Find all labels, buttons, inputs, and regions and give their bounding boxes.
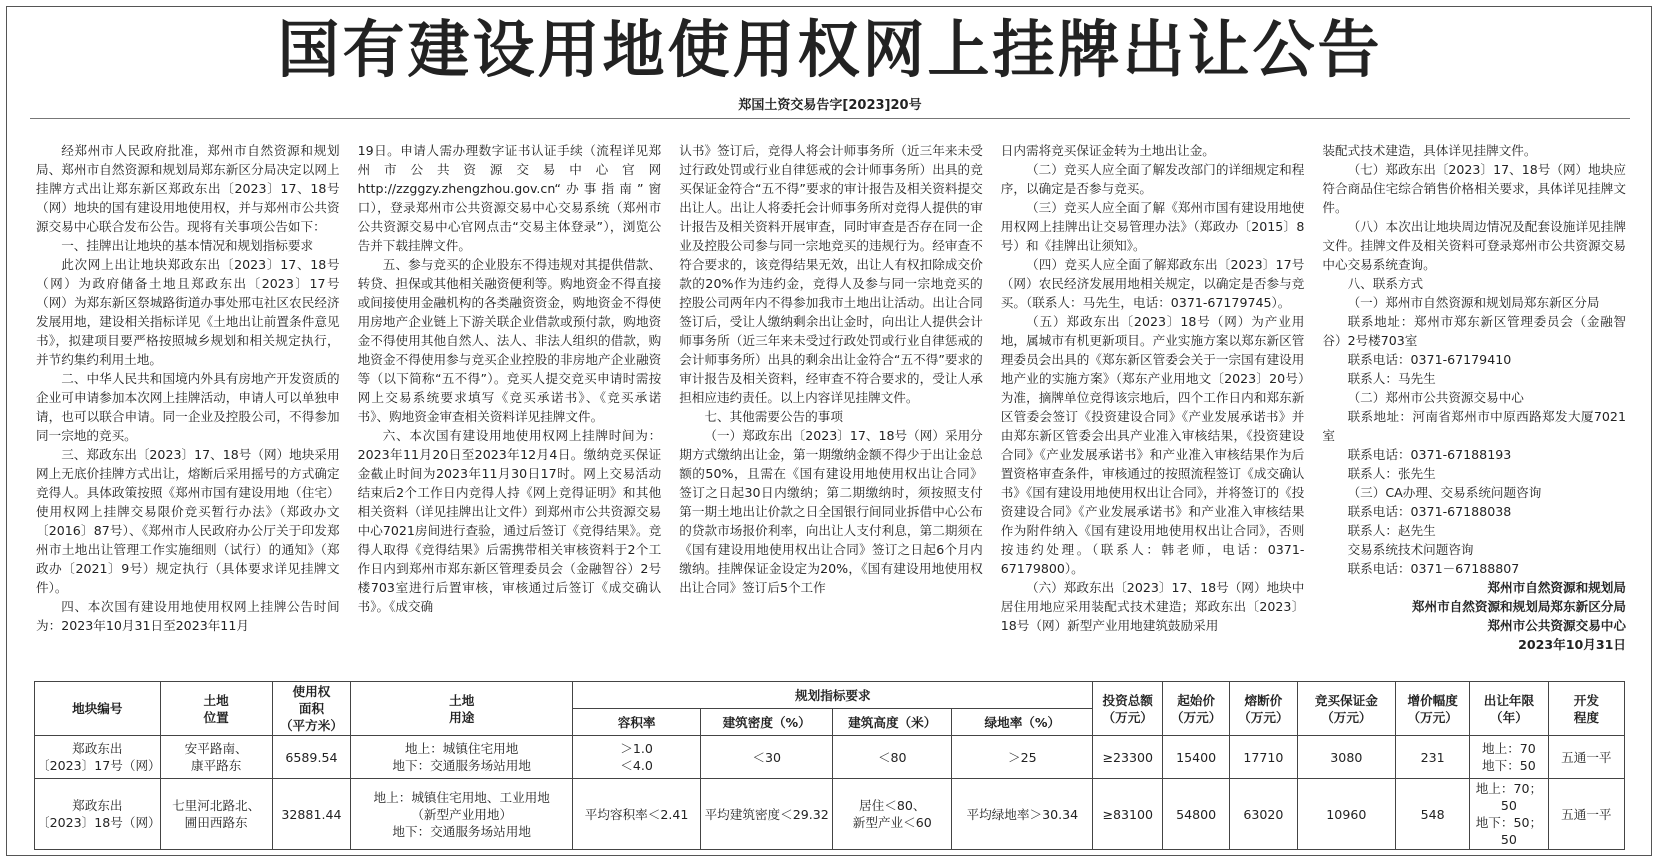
- cell-far: ＞1.0 ＜4.0: [573, 736, 701, 779]
- cell-land-use: 地上：城镇住宅用地、工业用地 （新型产业用地） 地下：交通服务场站用地: [351, 779, 573, 850]
- header-green: 绿地率（%）: [952, 709, 1093, 736]
- paragraph: （四）竞买人应全面了解郑政东出〔2023〕17号（网）农民经济发展用地相关规定，以确定是否参与竞买。（联系人：马先生，电话：0371-67179745）。: [1000, 257, 1305, 310]
- paragraph: （二）竞买人应全面了解发改部门的详细规定和程序，以确定是否参与竞买。: [1000, 162, 1305, 196]
- paragraph: 郑州市自然资源和规划局: [1487, 580, 1626, 595]
- text-column-4: [1001, 141, 1305, 671]
- header-fuse-price: 熔断价 （万元）: [1230, 682, 1297, 736]
- text-column-2: [358, 141, 662, 671]
- paragraph: 六、本次国有建设用地使用权网上挂牌时间为：2023年11月20日至2023年12月4日。缴纳竞买保证金截止时间为2023年11月30日17时。网上交易活动结束后2个工作日内竞得人持《网上竞得证明》和其他相关资料（详见挂牌出让文件）到郑州市公共资源交易中心7021房间进行查验，通过后签订《竞得结果》。竞得人取得《竞得结果》后需携带相关审核资料于2个工作日内到郑州市郑东新区管理委员会（金融智谷）2号楼703室进行后置审核，审核通过后签订《成交确认书》。《成交确: [357, 428, 662, 614]
- header-starting-price: 起始价 （万元）: [1162, 682, 1229, 736]
- header-increment: 增价幅度 （万元）: [1396, 682, 1470, 736]
- cell-development: 五通一平: [1548, 779, 1624, 850]
- cell-investment: ≥83100: [1093, 779, 1163, 850]
- paragraph: 联系人：马先生: [1347, 371, 1436, 386]
- header-term: 出让年限 （年）: [1470, 682, 1548, 736]
- paragraph: 19日。申请人需办理数字证书认证手续（流程详见郑州市公共资源交易中心官网http://zzggzy.zhengzhou.gov.cn“办事指南”窗口），登录郑州市公共资源交易中心交易系统（郑州市公共资源交易中心官网点击“交易主体登录”），浏览公告并下载挂牌文件。: [357, 143, 662, 253]
- header-height: 建筑高度（米）: [833, 709, 952, 736]
- paragraph: 一、挂牌出让地块的基本情况和规划指标要求: [61, 238, 314, 253]
- paragraph: 郑州市公共资源交易中心: [1487, 618, 1626, 633]
- header-deposit: 竞买保证金 （万元）: [1297, 682, 1396, 736]
- cell-increment: 548: [1396, 779, 1470, 850]
- header-parcel-id: 地块编号: [35, 682, 161, 736]
- cell-height: ＜80: [833, 736, 952, 779]
- paragraph: （二）郑州市公共资源交易中心: [1347, 390, 1524, 405]
- cell-starting-price: 54800: [1162, 779, 1229, 850]
- paragraph: （一）郑州市自然资源和规划局郑东新区分局: [1347, 295, 1600, 310]
- paragraph: （一）郑政东出〔2023〕17、18号（网）采用分期方式缴纳出让金，第一期缴纳金额不得少于出让金总额的50%，且需在《国有建设用地使用权出让合同》签订之日起30日内缴纳；第二期缴纳时，须按照支付第一期土地出让价款之日全国银行间同业拆借中心公布的贷款市场报价利率，向出让人支付利息，第二期须在《国有建设用地使用权出让合同》签订之日起6个月内缴纳。挂牌保证金设定为20%，《国有建设用地使用权出让合同》签订后5个工作: [679, 428, 983, 595]
- cell-density: ＜30: [701, 736, 833, 779]
- cell-investment: ≥23300: [1093, 736, 1163, 779]
- cell-term: 地上：70 地下：50: [1470, 736, 1548, 779]
- paragraph: 五、参与竞买的企业股东不得违规对其提供借款、转贷、担保或其他相关融资便利等。购地资金不得直接或间接使用金融机构的各类融资资金，购地资金不得使用房地产企业链上下游关联企业借款或预付款，购地资金不得使用其他自然人、法人、非法人组织的借款，购地资金不得使用参与竞买企业控股的非房地产企业融资等（以下简称“五不得”）。竞买人提交竞买申请时需按网上交易系统要求填写《竞买承诺书》、《竞买承诺书》、购地资金审查相关资料详见挂牌文件。: [357, 257, 662, 424]
- header-area: 使用权 面积 （平方米）: [272, 682, 350, 736]
- paragraph: 联系电话：0371－67188807: [1347, 561, 1520, 576]
- paragraph: 日内需将竞买保证金转为土地出让金。: [1000, 143, 1215, 158]
- paragraph: 四、本次国有建设用地使用权网上挂牌公告时间为：2023年10月31日至2023年11月: [36, 599, 340, 633]
- paragraph: 联系地址：郑州市郑东新区管理委员会（金融智谷）2号楼703室: [1322, 314, 1626, 348]
- cell-green: 平均绿地率＞30.34: [952, 779, 1093, 850]
- cell-parcel-id: 郑政东出 〔2023〕17号（网）: [35, 736, 161, 779]
- paragraph: （七）郑政东出〔2023〕17、18号（网）地块应符合商品住宅综合销售价格相关要求，具体详见挂牌文件。: [1322, 162, 1626, 215]
- header-location: 土地 位置: [160, 682, 272, 736]
- header-investment: 投资总额 （万元）: [1093, 682, 1163, 736]
- paragraph: 联系电话：0371-67188193: [1347, 447, 1512, 462]
- paragraph: 联系人：赵先生: [1347, 523, 1436, 538]
- table-row: [35, 779, 1625, 850]
- header-density: 建筑密度（%）: [701, 709, 833, 736]
- text-column-3: [679, 141, 983, 671]
- paragraph: 此次网上出让地块郑政东出〔2023〕17、18号（网）为政府储备土地且郑政东出〔2023〕17号（网）为郑东新区祭城路街道办事处邢屯社区农民经济发展用地，建设相关指标详见《土地出让前置条件意见书》，拟建项目要严格按照城乡规划和相关规定执行，并节约集约利用土地。: [36, 257, 340, 367]
- cell-height: 居住＜80、 新型产业＜60: [833, 779, 952, 850]
- paragraph: 联系电话：0371-67179410: [1347, 352, 1512, 367]
- land-parcel-table: [34, 681, 1625, 850]
- cell-development: 五通一平: [1548, 736, 1624, 779]
- paragraph: 装配式技术建造，具体详见挂牌文件。: [1322, 143, 1537, 158]
- cell-fuse-price: 63020: [1230, 779, 1297, 850]
- paragraph: 二、中华人民共和国境内外具有房地产开发资质的企业可申请参加本次网上挂牌活动，申请人可以单独申请，也可以联合申请。同一企业及控股公司，不得参加同一宗地的竞买。: [36, 371, 340, 443]
- header-far: 容积率: [573, 709, 701, 736]
- cell-far: 平均容积率＜2.41: [573, 779, 701, 850]
- paragraph: （三）竞买人应全面了解《郑州市国有建设用地使用权网上挂牌出让交易管理办法》（郑政办〔2015〕8号）和《挂牌出让须知》。: [1000, 200, 1305, 253]
- cell-land-use: 地上：城镇住宅用地 地下：交通服务场站用地: [351, 736, 573, 779]
- cell-location: 安平路南、 康平路东: [160, 736, 272, 779]
- cell-green: ＞25: [952, 736, 1093, 779]
- paragraph: 七、其他需要公告的事项: [704, 409, 843, 424]
- header-land-use: 土地 用途: [351, 682, 573, 736]
- cell-term: 地上：70；50 地下：50；50: [1470, 779, 1548, 850]
- document-number: 郑国土资交易告字[2023]20号: [738, 98, 922, 113]
- header-development: 开发 程度: [1548, 682, 1624, 736]
- page-title: 国有建设用地使用权网上挂牌出让公告: [277, 13, 1383, 86]
- paragraph: 联系地址：河南省郑州市中原西路郑发大厦7021室: [1322, 409, 1626, 443]
- paragraph: 2023年10月31日: [1518, 637, 1626, 652]
- cell-area: 6589.54: [272, 736, 350, 779]
- cell-parcel-id: 郑政东出 〔2023〕18号（网）: [35, 779, 161, 850]
- paragraph: 联系电话：0371-67188038: [1347, 504, 1512, 519]
- paragraph: （三）CA办理、交易系统问题咨询: [1347, 485, 1542, 500]
- text-column-5: [1322, 141, 1626, 671]
- divider: [30, 118, 1630, 119]
- header-planning-indicators: 规划指标要求: [573, 682, 1093, 709]
- paragraph: 郑州市自然资源和规划局郑东新区分局: [1411, 599, 1626, 614]
- paragraph: （六）郑政东出〔2023〕17、18号（网）地块中居住用地应采用装配式技术建造；郑政东出〔2023〕18号（网）新型产业用地建筑鼓励采用: [1000, 580, 1305, 633]
- cell-deposit: 10960: [1297, 779, 1396, 850]
- paragraph: 交易系统技术问题咨询: [1347, 542, 1474, 557]
- cell-density: 平均建筑密度＜29.32: [701, 779, 833, 850]
- cell-starting-price: 15400: [1162, 736, 1229, 779]
- cell-increment: 231: [1396, 736, 1470, 779]
- paragraph: 三、郑政东出〔2023〕17、18号（网）地块采用网上无底价挂牌方式出让，熔断后采用摇号的方式确定竞得人。具体政策按照《郑州市国有建设用地（住宅）使用权网上挂牌交易限价竞买暂行办法》（郑政办文〔2016〕87号）、《郑州市人民政府办公厅关于印发郑州市土地出让管理工作实施细则（试行）的通知》（郑政办〔2021〕9号）规定执行（具体要求详见挂牌文件）。: [36, 447, 340, 595]
- paragraph: 经郑州市人民政府批准，郑州市自然资源和规划局、郑州市自然资源和规划局郑东新区分局决定以网上挂牌方式出让郑东新区郑政东出〔2023〕17、18号（网）地块的国有建设用地使用权，并与郑州市公共资源交易中心联合发布公告。现将有关事项公告如下：: [36, 143, 340, 234]
- paragraph: （五）郑政东出〔2023〕18号（网）为产业用地，属城市有机更新项目。产业实施方案以郑东新区管理委员会出具的《郑东新区管委会关于一宗国有建设用地产业的实施方案》（郑东产业用地文〔2023〕20号）为准，摘牌单位竞得该宗地后，四个工作日内和郑东新区管委会签订《投资建设合同》《产业发展承诺书》并由郑东新区管委会出具产业准入审核结果，《投资建设合同》《产业发展承诺书》和产业准入审核结果作为后置资格审查条件，审核通过的按照流程签订《成交确认书》《国有建设用地使用权出让合同》，并将签订的《投资建设合同》《产业发展承诺书》和产业准入审核结果作为附件纳入《国有建设用地使用权出让合同》，否则按违约处理。（联系人：韩老师，电话：0371-67179800）。: [1000, 314, 1305, 576]
- paragraph: （八）本次出让地块周边情况及配套设施详见挂牌文件。挂牌文件及相关资料可登录郑州市公共资源交易中心交易系统查询。: [1322, 219, 1626, 272]
- cell-location: 七里河北路北、 圃田西路东: [160, 779, 272, 850]
- cell-area: 32881.44: [272, 779, 350, 850]
- table-row: [35, 736, 1625, 779]
- text-column-1: [36, 141, 340, 671]
- cell-fuse-price: 17710: [1230, 736, 1297, 779]
- cell-deposit: 3080: [1297, 736, 1396, 779]
- paragraph: 八、联系方式: [1347, 276, 1424, 291]
- announcement-body: [36, 141, 1626, 671]
- paragraph: 联系人：张先生: [1347, 466, 1436, 481]
- paragraph: 认书》签订后，竞得人将会计师事务所（近三年来未受过行政处罚或行业自律惩戒的会计师事务所）出具的竞买保证金符合“五不得”要求的审计报告及相关资料提交出让人。出让人将委托会计师事务所对竞得人提供的审计报告及相关资料开展审查，同时审查是否存在同一企业及控股公司参与同一宗地竞买的违规行为。经审查不符合要求的，该竞得结果无效，出让人有权扣除成交价款的20%作为违约金，竞得人及参与同一宗地竞买的控股公司两年内不得参加我市土地出让活动。出让合同签订后，受让人缴纳剩余出让金时，向出让人提供会计师事务所（近三年来未受过行政处罚或行业自律惩戒的会计师事务所）出具的剩余出让金符合“五不得”要求的审计报告及相关资料，经审查不符合要求的，受让人承担相应违约责任。以上内容详见挂牌文件。: [679, 143, 983, 405]
